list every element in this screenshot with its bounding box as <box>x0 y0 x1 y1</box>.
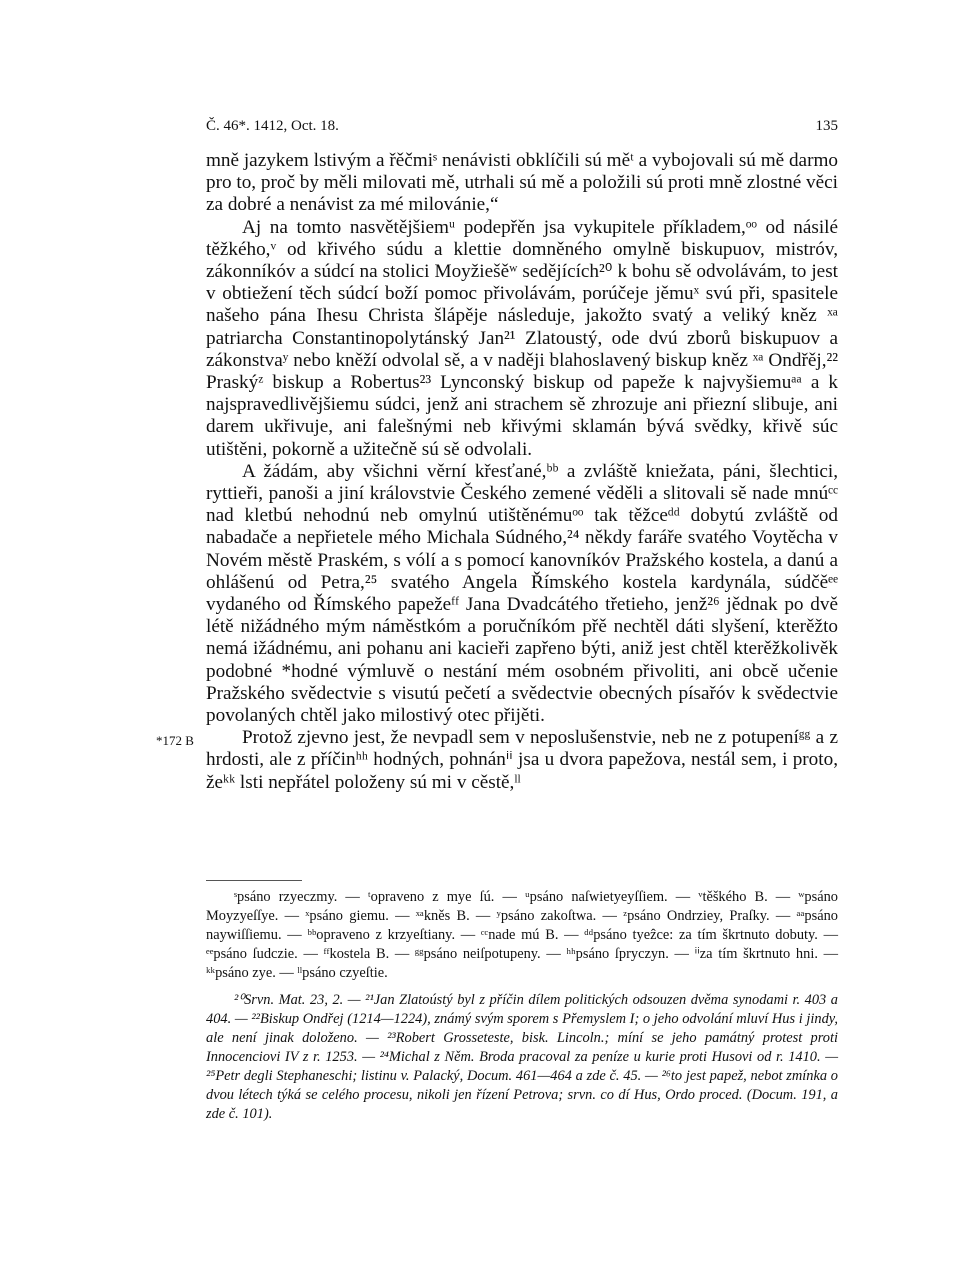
margin-folio-note: *172 B <box>156 733 194 748</box>
paragraph-2: Aj na tomto nasvětějšiemᵘ podepřěn jsa vykupitele příkladem,ᵒᵒ od násilé těžkého,ᵛ od křivého súdu a klettie domněného omylně biskupuov, mistróv, zákonníkóv a súdcí na stolici Moyžiešěʷ sedějících²⁰ k bohu sě odvolávám, to jest v obtiežení těch súdcí boží pomoc přivolávám, porúčeje jěmuˣ svú při, spasitele našeho pána Ihesu Christa šlápěje následuje, jakožto svatý a veliký kněz ˣᵃ patriarcha Constantinopolytánský Jan²¹ Zlatoustý, ode dvú zborů biskupuov a zákonstvaʸ nebo kněží odvolal sě, a v naději blahoslavený biskup kněz ˣᵃ Ondřěj,²² Praskýᶻ biskup a Robertus²³ Lynconský biskup od papeže k najvyšiemuᵃᵃ a k najspravedlivějšiemu súdci, jenž ani strachem sě zhrozuje ani přiezní slibuje, ani darem ukřivuje, ani falešnými neb křivými sklamán bývá svědky, křivě súc utištěni, pokorně a užitečně sú sě odvolali. <box>206 216 838 460</box>
paragraph-3: A žádám, aby všichni věrní křesťané,ᵇᵇ a zvláště kniežata, páni, šlechtici, ryttieři, panoši a jiní královstvie Českého zemené věděli a slitovali sě nade mnúᶜᶜ nad kletbú nehodnú neb omylnú utištěnémuᵒᵒ tak těžceᵈᵈ dobytú zvláště od nabadače a nepřietele mého Michala Súdného,²⁴ někdy faráře svatého Voytěcha v Novém městě Praském, s vólí a s pomocí kanovníkóv Pražského kostela, a danú a ohlášenú od Petra,²⁵ svatého Angela Římského kostela kardynála, súdčěᵉᵉ vydaného od Římského papežeᶠᶠ Jana Dvadcátého třetieho, jenž²⁶ jědnak po dvě létě nižádného mým náměstkóm a poručníkóm přě nechtěl dáti slyšení, kterěžto nemá ižádnému, ani pohanu ani kacieři zapřeno býti, aniž jest chtěl kterěžkolivěk podobné *hodné výmluvě o nestání mém osobném přivoliti, ani obcě učenie Pražského svědectvie s visutú pečetí a svědectvie obecných písařóv k svědectvie povolaných chtěl jako milostivý otec přijěti. <box>206 460 838 727</box>
paragraph-1: mně jazykem lstivým a řěčmiˢ nenávisti obklíčili sú měᵗ a vybojovali sú mě darmo pro to, proč by měli milovati mě, utrhali sú mě a položili sú proti mně zlostné věci za dobré a nenávist za mé milovánie,“ <box>206 150 838 216</box>
paragraph-4: Protož zjevno jest, že nevpadl sem v neposlušenstvie, neb ne z potupeníᵍᵍ a z hrdosti, ale z příčinʰʰ hodných, pohnánⁱⁱ jsa u dvora papežova, nestál sem, i proto, žeᵏᵏ lsti nepřátel položeny sú mi v cěstě,ˡˡ <box>206 727 838 793</box>
main-text <box>206 150 838 794</box>
page-number: 135 <box>815 118 838 134</box>
footnote-divider <box>206 880 302 881</box>
document-reference: Č. 46*. 1412, Oct. 18. <box>206 118 339 134</box>
footnotes <box>206 888 838 1124</box>
literature-notes: ²⁰Srvn. Mat. 23, 2. — ²¹Jan Zlatoústý byl z příčin dílem politických odsouzen dvěma synodami r. 403 a 404. — ²²Biskup Ondřej (1214—1224), známý svým sporem s Přemyslem I; o jeho odvolání mluví Hus i jindy, ale není jinak doloženo. — ²³Robert Grosseteste, bisk. Lincoln.; míní se jeho památný protest proti Innocenciovi IV z r. 1253. — ²⁴Michal z Něm. Broda pracoval za peníze u kurie proti Husovi od r. 1410. — ²⁵Petr degli Stephaneschi; listinu v. Palacký, Docum. 461—464 a zde č. 45. — ²⁶to jest papež, nebot zmínka o dvou létech týká se celého procesu, nikoli jen řízení Petrova; srvn. co dí Hus, Ordo proced. (Docum. 191, a zde č. 101). <box>206 992 838 1122</box>
variant-notes: ˢpsáno rzyeczmy. — ᵗopraveno z mye ſú. — ᵘpsáno naſwietyeyſſiem. — ᵛtěškého B. — ʷpsáno Moyzyeſſye. — ˣpsáno giemu. — ˣᵃkněs B. — ʸpsáno zakoſtwa. — ᶻpsáno Ondrziey, Praſky. — ᵃᵃpsáno naywiſſiemu. — ᵇᵇopraveno z krzyeſtiany. — ᶜᶜnade mú B. — ᵈᵈpsáno tyeẑce: za tím škrtnuto dobuty. — ᵉᵉpsáno ſudczie. — ᶠᶠkostela B. — ᵍᵍpsáno neiſpotupeny. — ʰʰpsáno ſpryczyn. — ⁱⁱza tím škrtnuto hni. — ᵏᵏpsáno zye. — ˡˡpsáno czyeſtie. <box>206 889 838 981</box>
